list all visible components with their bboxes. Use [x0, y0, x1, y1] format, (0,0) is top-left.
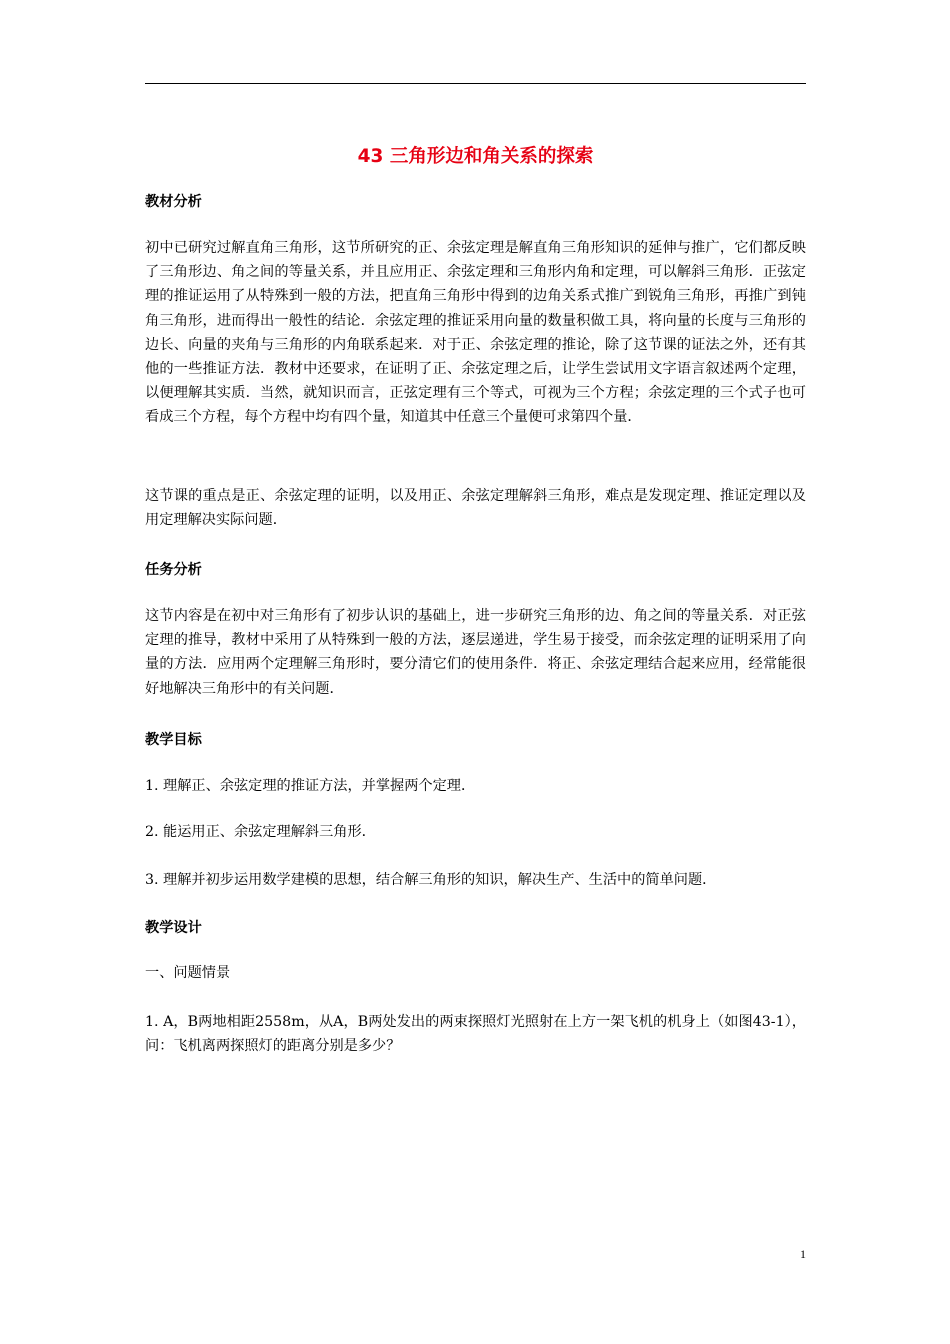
goal-item-2: 2. 能运用正、余弦定理解斜三角形． [145, 824, 376, 840]
goal-item-3: 3. 理解并初步运用数学建模的思想，结合解三角形的知识，解决生产、生活中的简单问题． [145, 872, 717, 888]
material-paragraph-1: 初中已研究过解直角三角形，这节所研究的正、余弦定理是解直角三角形知识的延伸与推广，它们都反映了三角形边、角之间的等量关系，并且应用正、余弦定理和三角形内角和定理，可以解斜三角形．正弦定理的推证运用了从特殊到一般的方法，把直角三角形中得到的边角关系式推广到锐角三角形，再推广到钝角三角形，进而得出一般性的结论．余弦定理的推证采用向量的数量积做工具，将向量的长度与三角形的边长、向量的夹角与三角形的内角联系起来．对于正、余弦定理的推论，除了这节课的证法之外，还有其他的一些推证方法．教材中还要求，在证明了正、余弦定理之后，让学生尝试用文字语言叙述两个定理，以便理解其实质．当然，就知识而言，正弦定理有三个等式，可视为三个方程；余弦定理的三个式子也可看成三个方程，每个方程中均有四个量，知道其中任意三个量便可求第四个量． [145, 240, 806, 426]
task-paragraph: 这节内容是在初中对三角形有了初步认识的基础上，进一步研究三角形的边、角之间的等量关系．对正弦定理的推导，教材中采用了从特殊到一般的方法，逐层递进，学生易于接受，而余弦定理的证明采用了向量的方法．应用两个定理解三角形时，要分清它们的使用条件．将正、余弦定理结合起来应用，经常能很好地解决三角形中的有关问题． [145, 608, 806, 697]
section-heading-design: 教学设计 [145, 920, 202, 936]
page-title: 43 三角形边和角关系的探索 [357, 146, 594, 167]
design-problem-1: 1. A，B两地相距2558m，从A，B两处发出的两束探照灯光照射在上方一架飞机的机身上（如图43-1），问：飞机离两探照灯的距离分别是多少？ [145, 1014, 806, 1055]
page-number: 1 [800, 1247, 806, 1261]
material-paragraph-2: 这节课的重点是正、余弦定理的证明，以及用正、余弦定理解斜三角形，难点是发现定理、推证定理以及用定理解决实际问题． [145, 488, 806, 529]
section-heading-material: 教材分析 [145, 194, 202, 210]
goal-item-1: 1. 理解正、余弦定理的推证方法，并掌握两个定理． [145, 778, 476, 794]
header-rule [145, 83, 806, 84]
design-subheading: 一、问题情景 [145, 965, 231, 981]
section-heading-task: 任务分析 [145, 562, 202, 578]
section-heading-goals: 教学目标 [145, 732, 202, 748]
